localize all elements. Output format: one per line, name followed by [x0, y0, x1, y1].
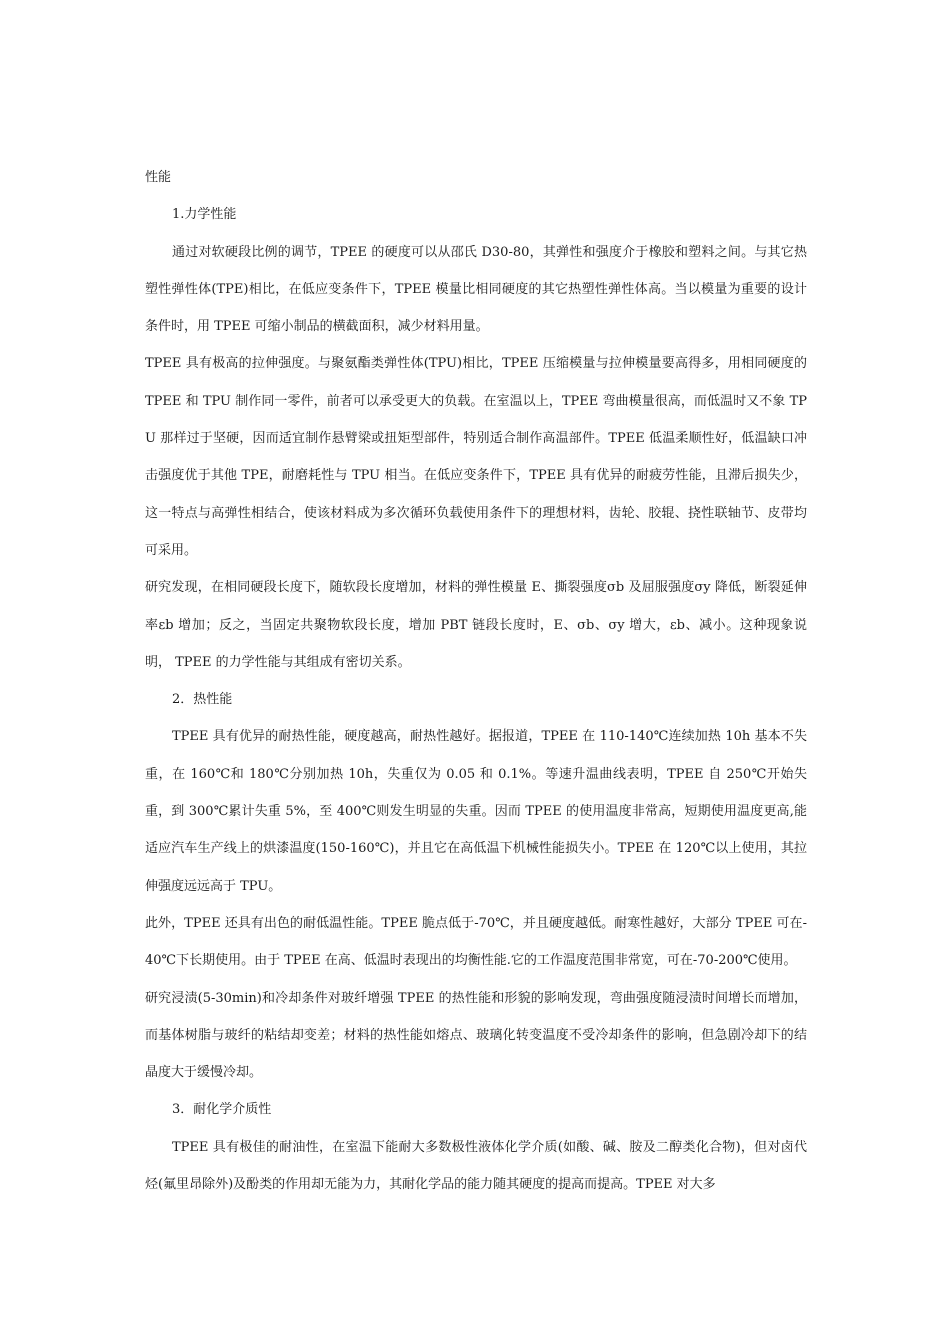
- paragraph: 研究发现，在相同硬段长度下，随软段长度增加，材料的弹性模量 E、撕裂强度σb 及屈服强度σy 降低，断裂延伸率εb 增加；反之，当固定共聚物软段长度，增加 PBT 链段长度时，E、σb、σy 增大，εb、减小。这种现象说明， TPEE 的力学性能与其组成有密切关系。: [145, 580, 807, 670]
- page-title: 性能: [145, 170, 172, 185]
- paragraph: 此外，TPEE 还具有出色的耐低温性能。TPEE 脆点低于-70℃，并且硬度越低。耐寒性越好，大部分 TPEE 可在-40℃下长期使用。由于 TPEE 在高、低温时表现出的均衡性能.它的工作温度范围非常宽，可在-70-200℃使用。: [145, 915, 807, 969]
- paragraph: TPEE 具有极佳的耐油性，在室温下能耐大多数极性液体化学介质(如酸、碱、胺及二醇类化合物)，但对卤代烃(氟里昂除外)及酚类的作用却无能为力，其耐化学品的能力随其硬度的提高而提高。TPEE 对大多: [145, 1139, 807, 1193]
- section-heading-thermal: 2．热性能: [172, 692, 233, 708]
- paragraph: TPEE 具有极高的拉伸强度。与聚氨酯类弹性体(TPU)相比，TPEE 压缩模量与拉伸模量要高得多，用相同硬度的 TPEE 和 TPU 制作同一零件，前者可以承受更大的负载。在室温以上，TPEE 弯曲模量很高，而低温时又不象 TPU 那样过于坚硬，因而适宜制作悬臂梁或扭矩型部件，特别适合制作高温部件。TPEE 低温柔顺性好，低温缺口冲击强度优于其他 TPE，耐磨耗性与 TPU 相当。在低应变条件下，TPEE 具有优异的耐疲劳性能，且滞后损失少，这一特点与高弹性相结合，使该材料成为多次循环负载使用条件下的理想材料，齿轮、胶辊、挠性联轴节、皮带均可采用。: [145, 356, 807, 558]
- paragraph: TPEE 具有优异的耐热性能，硬度越高，耐热性越好。据报道，TPEE 在 110-140℃连续加热 10h 基本不失重，在 160℃和 180℃分别加热 10h，失重仅为 0.05 和 0.1%。等速升温曲线表明，TPEE 自 250℃开始失重，到 300℃累计失重 5%，至 400℃则发生明显的失重。因而 TPEE 的使用温度非常高，短期使用温度更高,能适应汽车生产线上的烘漆温度(150-160℃)，并且它在高低温下机械性能损失小。TPEE 在 120℃以上使用，其拉伸强度远远高于 TPU。: [145, 729, 807, 894]
- paragraph: 研究浸渍(5-30min)和冷却条件对玻纤增强 TPEE 的热性能和形貌的影响发现，弯曲强度随浸渍时间增长而增加，而基体树脂与玻纤的粘结却变差；材料的热性能如熔点、玻璃化转变温度不受冷却条件的影响，但急剧冷却下的结晶度大于缓慢冷却。: [145, 990, 807, 1081]
- section-heading-mechanical: 1.力学性能: [172, 207, 237, 223]
- section-heading-chemical: 3．耐化学介质性: [172, 1102, 272, 1118]
- document-body: [145, 159, 807, 1203]
- paragraph: 通过对软硬段比例的调节，TPEE 的硬度可以从邵氏 D30-80，其弹性和强度介于橡胶和塑料之间。与其它热塑性弹性体(TPE)相比，在低应变条件下，TPEE 模量比相同硬度的其它热塑性弹性体高。当以模量为重要的设计条件时，用 TPEE 可缩小制品的横截面积，减少材料用量。: [145, 244, 807, 335]
